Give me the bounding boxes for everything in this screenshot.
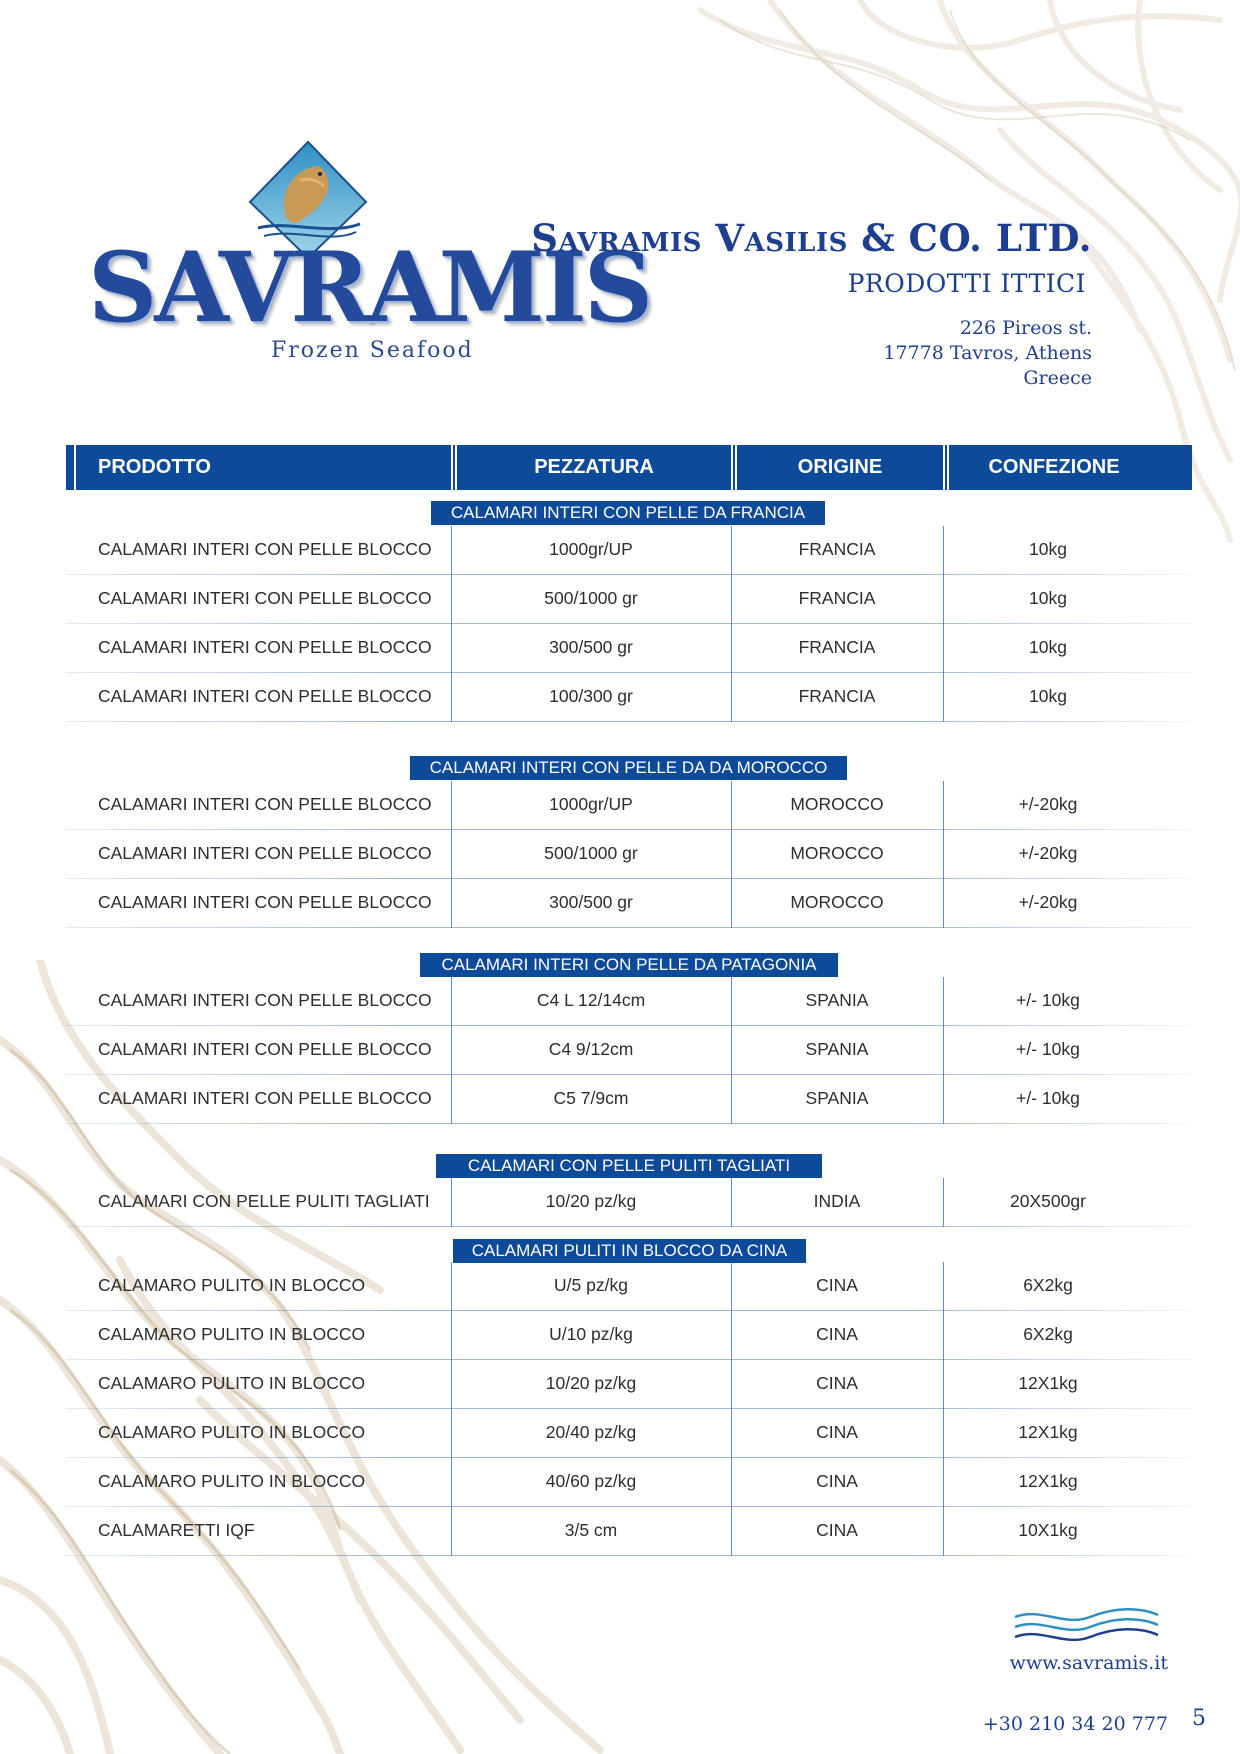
cell-pezzatura: 10/20 pz/kg [545,1373,637,1393]
column-divider [451,830,452,879]
column-divider [731,1458,732,1507]
column-divider [943,1026,944,1075]
column-divider [451,1178,452,1227]
cell-pezzatura: 1000gr/UP [549,794,633,814]
cell-confezione: 10kg [1029,539,1067,559]
cell-pezzatura: 100/300 gr [549,686,633,706]
cell-pezzatura: 10/20 pz/kg [545,1191,637,1211]
cell-prodotto: CALAMARI INTERI CON PELLE BLOCCO [98,539,432,559]
column-divider [451,1409,452,1458]
header-divider [451,445,453,490]
cell-origine: CINA [816,1520,858,1540]
column-divider [731,1507,732,1556]
cell-pezzatura: 1000gr/UP [549,539,633,559]
table-row [66,1360,1192,1409]
cell-prodotto: CALAMARI INTERI CON PELLE BLOCCO [98,588,432,608]
column-divider [943,879,944,928]
cell-origine: MOROCCO [790,794,884,814]
column-divider [943,1311,944,1360]
column-divider [451,1507,452,1556]
table-row [66,1507,1192,1556]
cell-origine: CINA [816,1422,858,1442]
column-divider [943,1178,944,1227]
column-divider [943,1075,944,1124]
table-row [66,526,1192,575]
cell-confezione: +/- 10kg [1016,1088,1080,1108]
column-divider [943,977,944,1026]
table-row [66,624,1192,673]
column-divider [943,1409,944,1458]
cell-pezzatura: 3/5 cm [564,1520,618,1540]
cell-origine: FRANCIA [798,637,876,657]
logo-wordmark: SAVRAMIS [88,231,651,344]
cell-prodotto: CALAMARI INTERI CON PELLE BLOCCO [98,1039,432,1059]
table-row [66,1075,1192,1124]
column-divider [451,977,452,1026]
column-divider [943,526,944,575]
column-divider [451,1075,452,1124]
table-header [66,445,1192,490]
column-divider [451,624,452,673]
table-row [66,575,1192,624]
table-row [66,1026,1192,1075]
cell-prodotto: CALAMARI INTERI CON PELLE BLOCCO [98,892,432,912]
cell-prodotto: CALAMARI CON PELLE PULITI TAGLIATI [98,1191,430,1211]
logo-tagline: Frozen Seafood [271,338,474,363]
column-divider [943,1262,944,1311]
column-divider [731,1026,732,1075]
cell-confezione: +/-20kg [1018,794,1078,814]
header-divider [943,445,945,490]
header-prodotto: PRODOTTO [98,456,211,478]
address-line-1: 226 Pireos st. [959,316,1092,339]
column-divider [451,781,452,830]
column-divider [731,526,732,575]
column-divider [731,830,732,879]
cell-origine: CINA [816,1275,858,1295]
waves-icon [1010,1605,1160,1645]
cell-pezzatura: C5 7/9cm [553,1088,629,1108]
column-divider [451,1262,452,1311]
address-line-2: 17778 Tavros, Athens [883,341,1092,364]
cell-prodotto: CALAMARI INTERI CON PELLE BLOCCO [98,794,432,814]
cell-origine: MOROCCO [790,892,884,912]
column-divider [943,575,944,624]
cell-origine: FRANCIA [798,686,876,706]
cell-pezzatura: C4 L 12/14cm [536,990,646,1010]
cell-origine: INDIA [813,1191,861,1211]
cell-confezione: +/- 10kg [1016,1039,1080,1059]
cell-prodotto: CALAMARI INTERI CON PELLE BLOCCO [98,686,432,706]
section-title-francia: CALAMARI INTERI CON PELLE DA FRANCIA [431,501,825,525]
column-divider [731,575,732,624]
cell-prodotto: CALAMARO PULITO IN BLOCCO [98,1275,366,1295]
section-title-cina: CALAMARI PULITI IN BLOCCO DA CINA [453,1239,806,1263]
header-pezzatura: PEZZATURA [534,456,654,478]
header-confezione: CONFEZIONE [988,456,1120,478]
table-row [66,781,1192,830]
column-divider [943,624,944,673]
column-divider [731,1409,732,1458]
cell-confezione: 10X1kg [1018,1520,1078,1540]
column-divider [451,1026,452,1075]
column-divider [943,1507,944,1556]
column-divider [451,1311,452,1360]
cell-prodotto: CALAMARI INTERI CON PELLE BLOCCO [98,1088,432,1108]
section-title-puliti-tagliati: CALAMARI CON PELLE PULITI TAGLIATI [436,1154,822,1178]
section-title-patagonia: CALAMARI INTERI CON PELLE DA PATAGONIA [420,953,838,977]
column-divider [731,781,732,830]
cell-confezione: 12X1kg [1018,1422,1078,1442]
cell-pezzatura: 500/1000 gr [544,588,638,608]
cell-prodotto: CALAMARO PULITO IN BLOCCO [98,1324,366,1344]
row-divider [66,1123,1192,1124]
table-row [66,977,1192,1026]
table-row [66,830,1192,879]
column-divider [943,1360,944,1409]
cell-origine: FRANCIA [798,588,876,608]
column-divider [943,830,944,879]
cell-pezzatura: C4 9/12cm [548,1039,634,1059]
phone-number: +30 210 34 20 777 [982,1713,1168,1735]
column-divider [451,673,452,722]
cell-confezione: 12X1kg [1018,1373,1078,1393]
column-divider [731,1178,732,1227]
column-divider [731,673,732,722]
cell-pezzatura: 300/500 gr [549,892,633,912]
row-divider [66,1226,1192,1227]
table-row [66,879,1192,928]
header-divider [731,445,733,490]
cell-origine: FRANCIA [798,539,876,559]
cell-pezzatura: 500/1000 gr [544,843,638,863]
column-divider [943,1458,944,1507]
column-divider [731,879,732,928]
cell-confezione: +/- 10kg [1016,990,1080,1010]
cell-origine: CINA [816,1471,858,1491]
cell-pezzatura: 300/500 gr [549,637,633,657]
company-address [531,316,1092,391]
cell-prodotto: CALAMARI INTERI CON PELLE BLOCCO [98,843,432,863]
table-row [66,1178,1192,1227]
header-divider [74,445,76,490]
cell-confezione: 12X1kg [1018,1471,1078,1491]
cell-origine: CINA [816,1373,858,1393]
table-row [66,673,1192,722]
row-divider [66,721,1192,722]
cell-origine: CINA [816,1324,858,1344]
column-divider [731,1262,732,1311]
section-title-morocco: CALAMARI INTERI CON PELLE DA DA MOROCCO [410,756,847,780]
column-divider [943,781,944,830]
cell-origine: MOROCCO [790,843,884,863]
savramis-logo [88,140,651,380]
cell-confezione: 6X2kg [1023,1275,1073,1295]
cell-pezzatura: 40/60 pz/kg [545,1471,637,1491]
cell-prodotto: CALAMARO PULITO IN BLOCCO [98,1471,366,1491]
address-line-3: Greece [1023,366,1092,389]
cell-confezione: 10kg [1029,588,1067,608]
cell-confezione: 10kg [1029,637,1067,657]
cell-pezzatura: U/5 pz/kg [554,1275,628,1295]
cell-confezione: 10kg [1029,686,1067,706]
cell-confezione: +/-20kg [1018,892,1078,912]
cell-pezzatura: U/10 pz/kg [549,1324,633,1344]
website-link[interactable]: www.savramis.it [1009,1652,1168,1674]
table-row [66,1262,1192,1311]
cell-confezione: 6X2kg [1023,1324,1073,1344]
cell-confezione: +/-20kg [1018,843,1078,863]
table-row [66,1311,1192,1360]
column-divider [451,575,452,624]
cell-prodotto: CALAMARO PULITO IN BLOCCO [98,1373,366,1393]
column-divider [943,673,944,722]
company-subtitle: PRODOTTI ITTICI [847,268,1086,298]
header-origine: ORIGINE [797,456,883,478]
cell-origine: SPANIA [805,1039,869,1059]
company-name: Savramis Vasilis & CO. LTD. [531,216,1092,260]
cell-origine: SPANIA [805,990,869,1010]
column-divider [451,879,452,928]
cell-confezione: 20X500gr [1010,1191,1086,1211]
column-divider [731,1360,732,1409]
cell-prodotto: CALAMARETTI IQF [98,1520,255,1540]
cell-prodotto: CALAMARO PULITO IN BLOCCO [98,1422,366,1442]
column-divider [451,1458,452,1507]
table-row [66,1458,1192,1507]
cell-prodotto: CALAMARI INTERI CON PELLE BLOCCO [98,990,432,1010]
row-divider [66,1555,1192,1556]
column-divider [731,1311,732,1360]
column-divider [451,1360,452,1409]
column-divider [451,526,452,575]
table-row [66,1409,1192,1458]
cell-prodotto: CALAMARI INTERI CON PELLE BLOCCO [98,637,432,657]
page-number: 5 [1192,1706,1206,1731]
row-divider [66,927,1192,928]
column-divider [731,624,732,673]
cell-origine: SPANIA [805,1088,869,1108]
column-divider [731,1075,732,1124]
column-divider [731,977,732,1026]
cell-pezzatura: 20/40 pz/kg [545,1422,637,1442]
company-header [531,218,1092,391]
